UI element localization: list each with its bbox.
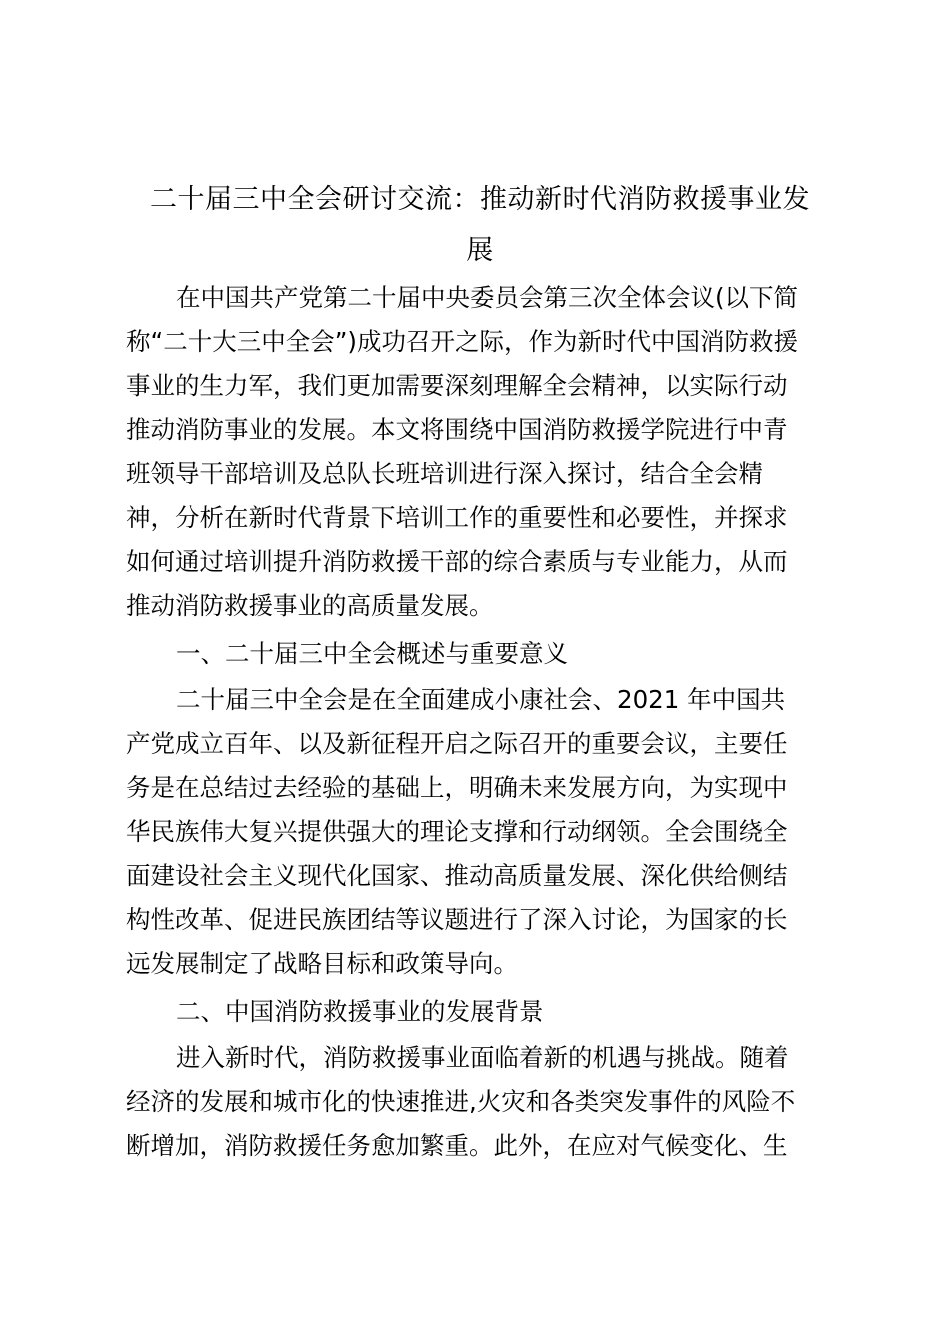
paragraph-2-line-4: 华民族伟大复兴提供强大的理论支撑和行动纲领。全会围绕全 [126, 817, 788, 846]
paragraph-1-line-6: 神，分析在新时代背景下培训工作的重要性和必要性，并探求 [126, 503, 788, 532]
paragraph-3-line-2: 经济的发展和城市化的快速推进,火灾和各类突发事件的风险不 [126, 1087, 796, 1116]
title-line-1: 二十届三中全会研讨交流：推动新时代消防救援事业发 [150, 184, 810, 215]
paragraph-2-line-5: 面建设社会主义现代化国家、推动高质量发展、深化供给侧结 [126, 861, 788, 890]
paragraph-1-line-7: 如何通过培训提升消防救援干部的综合素质与专业能力，从而 [126, 547, 788, 576]
paragraph-3-line-3: 断增加，消防救援任务愈加繁重。此外，在应对气候变化、生 [126, 1131, 788, 1160]
paragraph-1-line-4: 推动消防事业的发展。本文将围绕中国消防救援学院进行中青 [126, 415, 788, 444]
paragraph-2-line-7: 远发展制定了战略目标和政策导向。 [126, 949, 518, 978]
paragraph-2-line-6: 构性改革、促进民族团结等议题进行了深入讨论，为国家的长 [126, 905, 788, 934]
document-title [120, 174, 840, 276]
paragraph-1-line-2: 称“二十大三中全会”)成功召开之际，作为新时代中国消防救援 [126, 327, 798, 356]
section-heading-1: 一、二十届三中全会概述与重要意义 [176, 639, 568, 668]
paragraph-3-line-1: 进入新时代，消防救援事业面临着新的机遇与挑战。随着 [176, 1043, 789, 1072]
paragraph-1-line-8: 推动消防救援事业的高质量发展。 [126, 591, 494, 620]
section-heading-2: 二、中国消防救援事业的发展背景 [176, 997, 544, 1026]
paragraph-1-line-1: 在中国共产党第二十届中央委员会第三次全体会议(以下简 [176, 283, 799, 312]
paragraph-2-line-3: 务是在总结过去经验的基础上，明确未来发展方向，为实现中 [126, 773, 788, 802]
paragraph-1-line-3: 事业的生力军，我们更加需要深刻理解全会精神，以实际行动 [126, 371, 788, 400]
paragraph-2-line-1: 二十届三中全会是在全面建成小康社会、2021 年中国共 [176, 685, 786, 714]
paragraph-1-line-5: 班领导干部培训及总队长班培训进行深入探讨，结合全会精 [126, 459, 763, 488]
paragraph-2-line-2: 产党成立百年、以及新征程开启之际召开的重要会议，主要任 [126, 729, 788, 758]
title-line-2: 展 [466, 235, 494, 266]
